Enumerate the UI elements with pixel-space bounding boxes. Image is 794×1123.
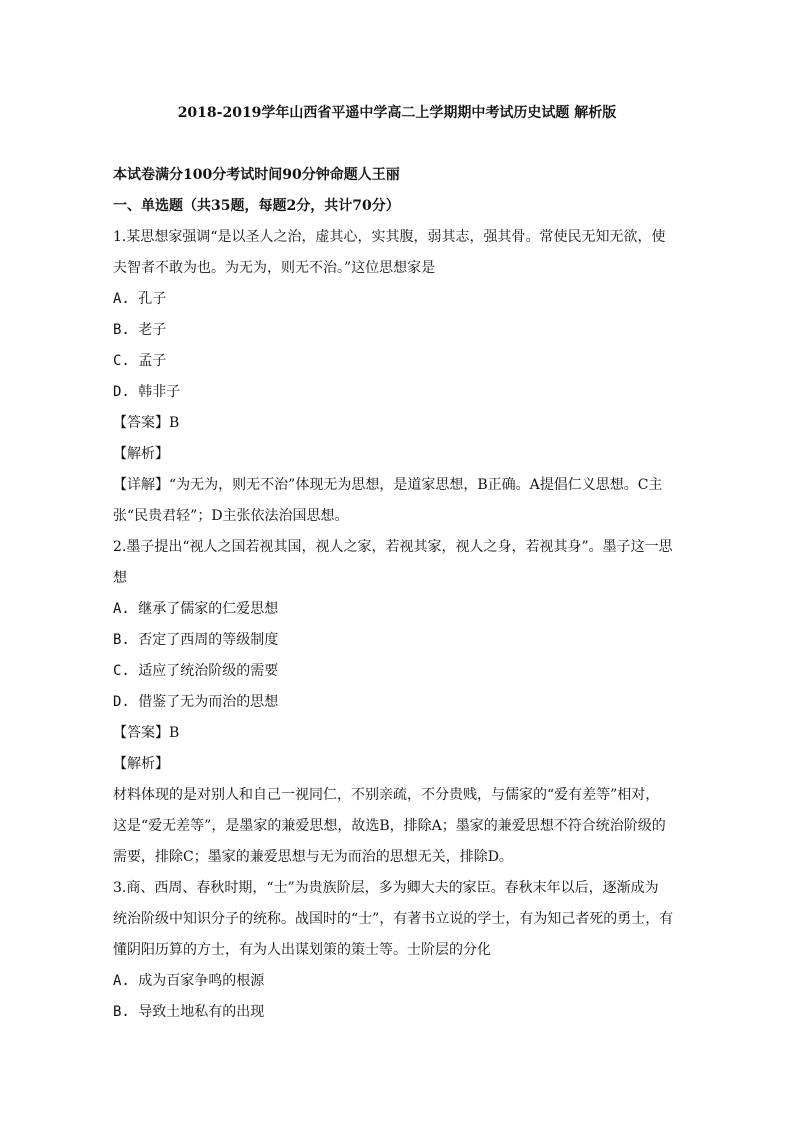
option-d: D. 借鉴了无为而治的思想 (113, 694, 279, 710)
option-b: B. 导致土地私有的出现 (113, 1004, 265, 1020)
answer-line: 【答案】B (113, 725, 180, 741)
question-3 (113, 873, 683, 1028)
question-1 (113, 222, 683, 532)
analysis-line: 【详解】“为无为，则无不治”体现无为思想，是道家思想，B正确。A提倡仁义思想。C主 (113, 477, 663, 493)
document-title: 2018-2019学年山西省平遥中学高二上学期期中考试历史试题 解析版 (177, 105, 617, 121)
answer-line: 【答案】B (113, 415, 180, 431)
option-c: C. 适应了统治阶级的需要 (113, 663, 279, 679)
question-stem-line: 2.墨子提出“视人之国若视其国，视人之家，若视其家，视人之身，若视其身”。墨子这一思 (113, 539, 673, 555)
section-heading: 一、单选题（共35题，每题2分，共计70分） (113, 198, 400, 214)
option-b: B. 老子 (113, 322, 167, 338)
analysis-line: 这是“爱无差等”，是墨家的兼爱思想，故选B，排除A；墨家的兼爱思想不符合统治阶级的 (113, 818, 666, 834)
question-stem-line: 懂阴阳历算的方士，有为人出谋划策的策士等。士阶层的分化 (113, 942, 491, 958)
question-stem-line: 3.商、西周、春秋时期，“士”为贵族阶层，多为卿大夫的家臣。春秋末年以后，逐渐成为 (113, 880, 659, 896)
exam-meta-line: 本试卷满分100分考试时间90分钟命题人王丽 (113, 167, 400, 183)
document-body (113, 160, 683, 1028)
analysis-line: 张“民贵君轻”；D主张依法治国思想。 (113, 508, 349, 524)
analysis-line: 需要，排除C；墨家的兼爱思想与无为而治的思想无关，排除D。 (113, 849, 513, 865)
option-b: B. 否定了西周的等级制度 (113, 632, 279, 648)
analysis-line: 材料体现的是对别人和自己一视同仁，不别亲疏，不分贵贱，与儒家的“爱有差等”相对， (113, 787, 660, 803)
question-2 (113, 532, 683, 873)
option-d: D. 韩非子 (113, 384, 181, 400)
question-stem-line: 统治阶级中知识分子的统称。战国时的“士”，有著书立说的学士，有为知己者死的勇士，有 (113, 911, 674, 927)
question-stem-line: 想 (113, 570, 127, 586)
option-c: C. 孟子 (113, 353, 167, 369)
question-stem-line: 1.某思想家强调“是以圣人之治，虚其心，实其腹，弱其志，强其骨。常使民无知无欲，使 (113, 229, 666, 245)
analysis-label: 【解析】 (113, 446, 169, 462)
option-a: A. 成为百家争鸣的根源 (113, 973, 265, 989)
option-a: A. 继承了儒家的仁爱思想 (113, 601, 279, 617)
option-a: A. 孔子 (113, 291, 167, 307)
question-stem-line: 夫智者不敢为也。为无为，则无不治。”这位思想家是 (113, 260, 436, 276)
analysis-label: 【解析】 (113, 756, 169, 772)
